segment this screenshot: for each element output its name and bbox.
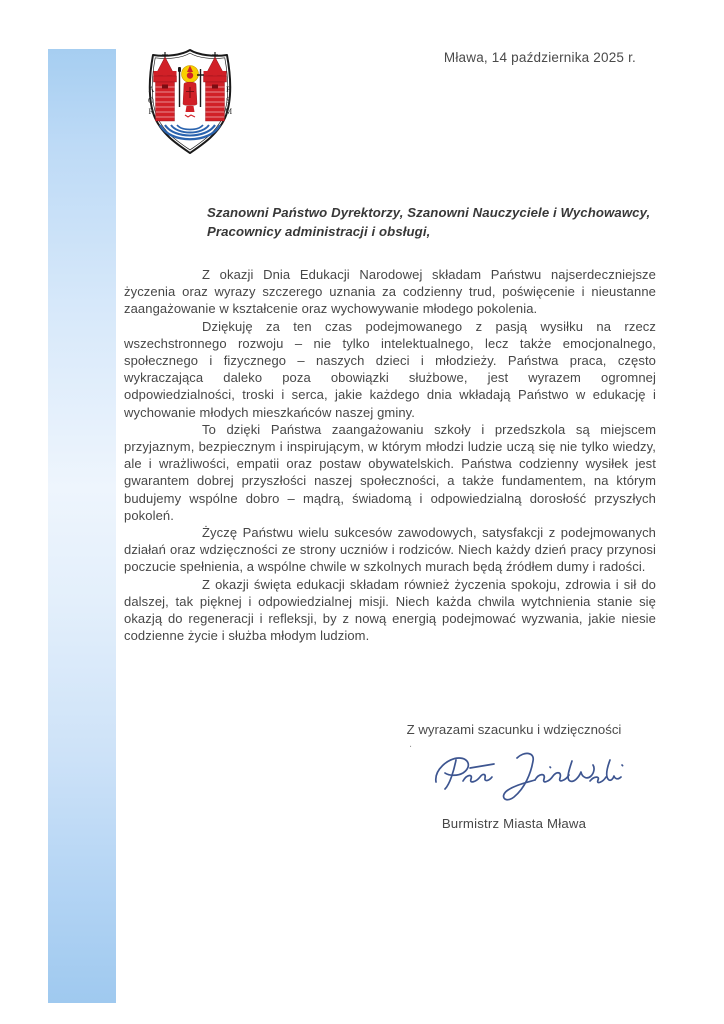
body-paragraph: Z okazji święta edukacji składam również życzenia spokoju, zdrowia i sił do dalszej, tak pięknej i odpowiedzialnej misji. Niech każda chwila wytchnienia stanie się okazją do regeneracji i refleksji, by z nową energią podejmować wyzwania, jakie niesie codzienne życie i służba młodym ludziom.	[124, 576, 656, 644]
decorative-stripe	[48, 49, 116, 1003]
city-crest	[134, 45, 246, 159]
closing-line: Z wyrazami szacunku i wdzięczności	[406, 722, 622, 737]
body-paragraph: To dzięki Państwa zaangażowaniu szkoły i przedszkola są miejscem przyjaznym, bezpiecznym i inspirującym, w którym młodzi ludzie uczą się nie tylko wiedzy, ale i wrażliwości, empatii oraz postaw obywatelskich. Państwa codzienny wysiłek jest gwarantem dobrej przyszłości naszej społeczności, a także fundamentem, na którym budujemy wspólne dobro – mądrą, świadomą i odpowiedzialną dorosłość przyszłych pokoleń.	[124, 421, 656, 523]
svg-text:R: R	[148, 107, 154, 116]
salutation	[207, 203, 677, 241]
svg-text:A: A	[148, 85, 155, 94]
svg-text:S: S	[226, 96, 231, 105]
svg-text:O: O	[148, 96, 154, 105]
signature-handwriting	[432, 748, 628, 806]
salutation-line-2: Pracownicy administracji i obsługi,	[207, 224, 431, 239]
body-paragraph: Życzę Państwu wielu sukcesów zawodowych, satysfakcji z podejmowanych działań oraz wdzięczności ze strony uczniów i rodziców. Niech każdy dzień pracy przynosi poczucie spełnienia, a wspólne chwile w szkolnych murach będą źródłem dumy i radości.	[124, 525, 656, 575]
letter-body	[124, 266, 656, 644]
salutation-line-1: Szanowni Państwo Dyrektorzy, Szanowni Nauczyciele i Wychowawcy,	[207, 205, 651, 220]
stray-dot: .	[409, 738, 413, 750]
date-line: Mława, 14 października 2025 r.	[443, 50, 636, 65]
body-paragraph: Dziękuję za ten czas podejmowanego z pasją wysiłku na rzecz wszechstronnego rozwoju – nie tylko intelektualnego, lecz także emocjonalnego, społecznego i fizycznego – naszych dzieci i młodzieży. Państwa praca, często wykraczająca daleko poza obowiązki służbowe, jest wyrazem ogromnej odpowiedzialności, troski i serca, jakie każdego dnia wkładają Państwo w edukację i wychowanie młodych mieszkańców naszej gminy.	[124, 318, 656, 420]
signer-title: Burmistrz Miasta Mława	[441, 816, 587, 831]
svg-text:P: P	[226, 85, 231, 94]
body-paragraph: Z okazji Dnia Edukacji Narodowej składam Państwu najserdeczniejsze życzenia oraz wyrazy szczerego uznania za codzienny trud, poświęcenie i nieustanne zaangażowanie w kształcenie oraz wychowywanie młodego pokolenia.	[124, 267, 656, 317]
svg-text:M: M	[225, 107, 233, 116]
